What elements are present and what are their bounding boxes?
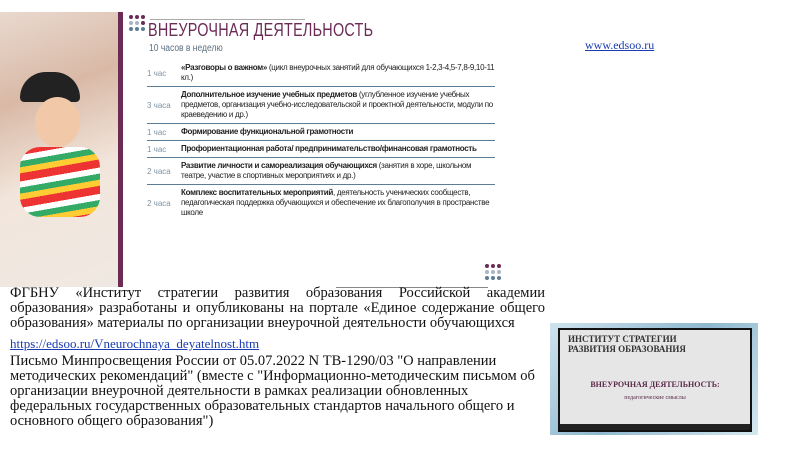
item-title: Комплекс воспитательных мероприятий (181, 188, 333, 197)
edsoo-materials-link[interactable]: https://edsoo.ru/Vneurochnaya_deyatelnost.htm (10, 336, 260, 351)
video-title: ВНЕУРОЧНАЯ ДЕЯТЕЛЬНОСТЬ: (590, 380, 720, 389)
list-item (147, 60, 495, 87)
list-item (147, 87, 495, 124)
dots-decoration (129, 15, 145, 31)
hours: 1 час (147, 127, 167, 137)
list-item (147, 185, 495, 221)
hours: 1 час (147, 68, 167, 78)
video-controls[interactable] (560, 424, 750, 430)
item-text: (углубленное изучение учебных предметов, организация учебно-исследовательской и проектной деятельности, модули по краеведению и др.) (181, 90, 493, 119)
hours: 2 часа (147, 198, 171, 208)
item-title: «Разговоры о важном» (181, 63, 267, 72)
item-title: Дополнительное изучение учебных предметов (181, 90, 357, 99)
item-text: , деятельность ученических сообществ, педагогическая поддержка обучающихся и обеспечение их благополучия в пространстве школе (181, 188, 490, 217)
item-title: Профориентационная работа/ предпринимательство/финансовая грамотность (181, 144, 477, 153)
slide-subtitle: 10 часов в неделю (149, 43, 223, 54)
paragraph-letter: Письмо Минпросвещения России от 05.07.2022 N ТВ-1290/03 "О направлении методических рекомендаций" (вместе с "Информационно-методическим письмом об организации внеурочной деятельности в рамках реализации обновленных федеральных государственных образовательных стандартов начального общего и основного общего образования") (10, 353, 535, 429)
list-item (147, 124, 495, 141)
item-title: Развитие личности и самореализация обучающихся (181, 161, 377, 170)
list-item (147, 158, 495, 185)
hours: 3 часа (147, 100, 171, 110)
text-column (10, 286, 545, 429)
dots-decoration (485, 264, 501, 280)
girl-photo (0, 12, 118, 287)
hours: 2 часа (147, 166, 171, 176)
hours: 1 час (147, 144, 167, 154)
list-item (147, 141, 495, 158)
video-org: ИНСТИТУТ СТРАТЕГИИ РАЗВИТИЯ ОБРАЗОВАНИЯ (568, 334, 686, 354)
item-text: (цикл внеурочных занятий для обучающихся 1-2,3-4,5-7,8-9,10-11 кл.) (181, 63, 495, 82)
hours-list (147, 60, 495, 221)
video-subtitle: педагогические смыслы (624, 395, 686, 401)
slide-title: ВНЕУРОЧНАЯ ДЕЯТЕЛЬНОСТЬ (148, 20, 374, 40)
paragraph-fgbnu: ФГБНУ «Институт стратегии развития образования Российской академии образования» разработаны и опубликованы на портале «Единое содержание общего образования» материалы по организации внеурочной деятельности обучающихся (10, 285, 545, 331)
item-title: Формирование функциональной грамотности (181, 127, 354, 136)
edsoo-link[interactable]: www.edsoo.ru (585, 38, 655, 52)
item-text: (занятия в хоре, школьном театре, участие в спортивных мероприятиях и др.) (181, 161, 472, 180)
embedded-slide (123, 12, 495, 287)
video-thumbnail[interactable] (550, 323, 758, 435)
